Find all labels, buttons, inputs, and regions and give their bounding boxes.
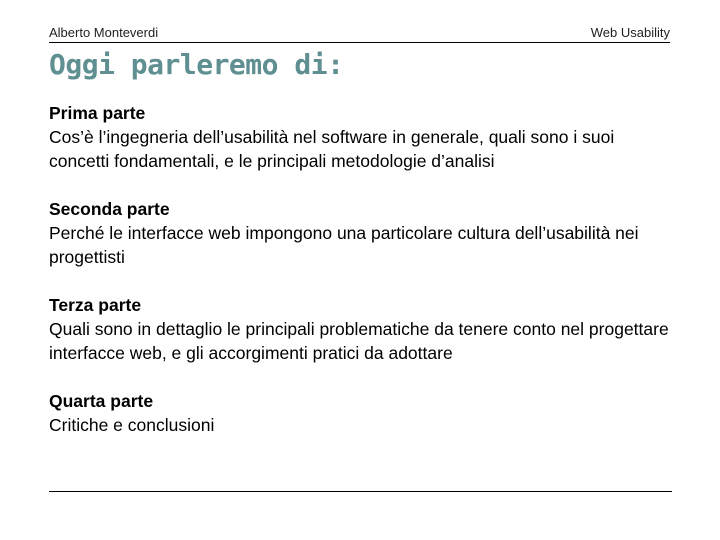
header-divider — [49, 42, 670, 43]
agenda-section-1 — [49, 101, 669, 173]
author-name: Alberto Monteverdi — [49, 25, 159, 40]
section-heading: Quarta parte — [49, 391, 154, 411]
section-heading: Seconda parte — [49, 199, 170, 219]
course-topic: Web Usability — [590, 25, 670, 40]
agenda-section-2 — [49, 197, 669, 269]
slide-title: Oggi parleremo di: — [49, 48, 344, 81]
section-heading: Prima parte — [49, 103, 146, 123]
section-description: Cos’è l’ingegneria dell’usabilità nel software in generale, quali sono i suoi concetti fondamentali, e le principali metodologie d’analisi — [49, 127, 615, 171]
agenda-list — [49, 101, 669, 461]
agenda-section-4 — [49, 389, 669, 437]
section-description: Quali sono in dettaglio le principali problematiche da tenere conto nel progettare interfacce web, e gli accorgimenti pratici da adottare — [49, 319, 669, 363]
footer-divider — [49, 491, 672, 492]
section-description: Perché le interfacce web impongono una particolare cultura dell’usabilità nei progettisti — [49, 223, 639, 267]
section-heading: Terza parte — [49, 295, 142, 315]
section-description: Critiche e conclusioni — [49, 415, 215, 435]
slide-header — [49, 24, 670, 42]
agenda-section-3 — [49, 293, 669, 365]
